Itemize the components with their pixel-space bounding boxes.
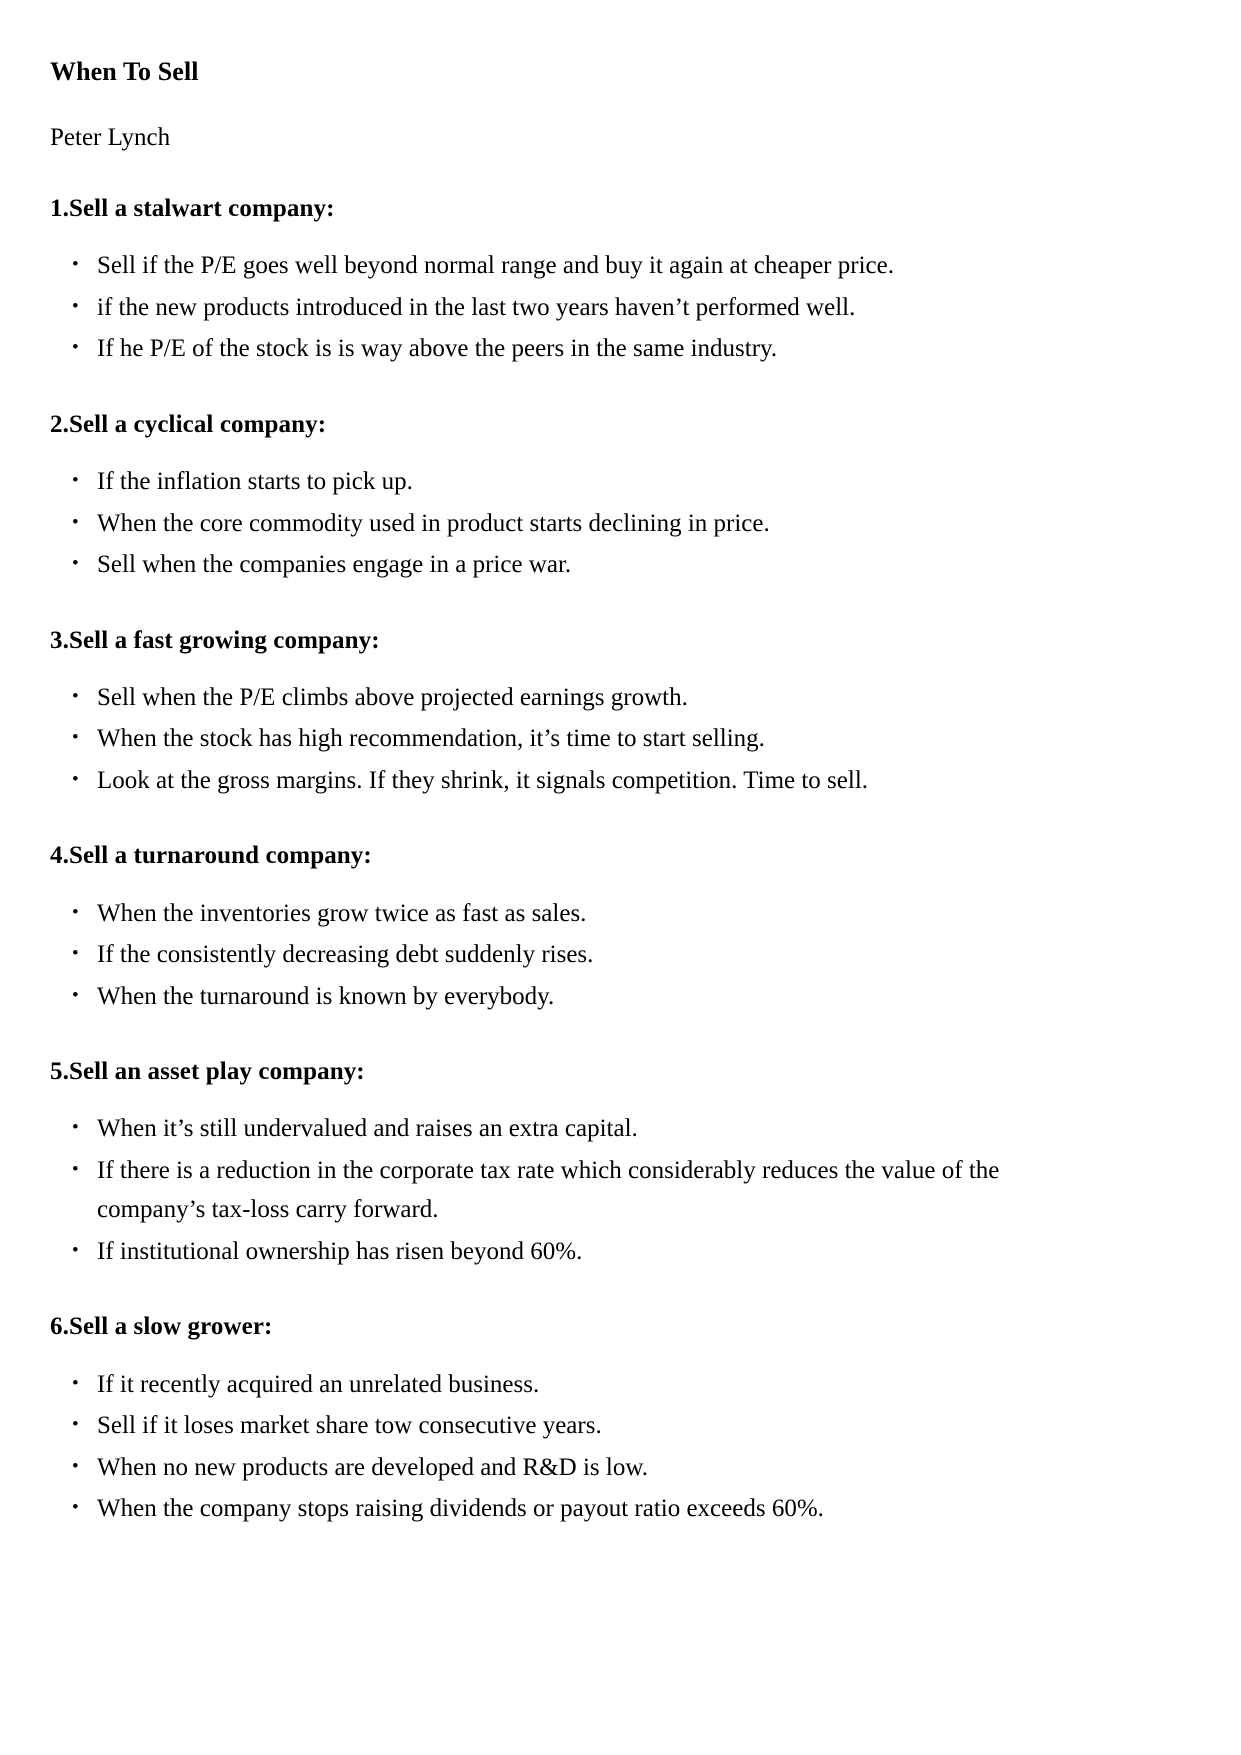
section-heading: 6.Sell a slow grower: xyxy=(50,1313,273,1341)
bullet-point-icon: • xyxy=(72,511,79,533)
author-name: Peter Lynch xyxy=(50,124,171,152)
bullet-list xyxy=(50,246,1056,369)
list-item xyxy=(50,1365,1056,1405)
list-item xyxy=(50,246,1056,286)
section xyxy=(50,409,1056,585)
bullet-point-icon: • xyxy=(72,1158,79,1180)
section xyxy=(50,1311,1056,1528)
list-item-text: When the core commodity used in product starts declining in price. xyxy=(97,509,770,537)
bullet-list xyxy=(50,894,1056,1017)
section-heading: 1.Sell a stalwart company: xyxy=(50,195,335,223)
section xyxy=(50,1056,1056,1271)
list-item-text: If the inflation starts to pick up. xyxy=(97,468,413,496)
section-heading: 5.Sell an asset play company: xyxy=(50,1058,365,1086)
list-item-text: If he P/E of the stock is is way above the peers in the same industry. xyxy=(97,335,778,363)
bullet-list xyxy=(50,462,1056,585)
list-item xyxy=(50,545,1056,585)
list-item xyxy=(50,504,1056,544)
list-item-text: Sell if the P/E goes well beyond normal range and buy it again at cheaper price. xyxy=(97,252,894,280)
section xyxy=(50,625,1056,801)
list-item-text: If there is a reduction in the corporate tax rate which considerably reduces the value of the company’s tax-loss carry forward. xyxy=(97,1156,1000,1224)
section xyxy=(50,840,1056,1016)
list-item-text: When the company stops raising dividends or payout ratio exceeds 60%. xyxy=(97,1495,824,1523)
list-item xyxy=(50,977,1056,1017)
bullet-list xyxy=(50,1109,1056,1271)
list-item-text: When it’s still undervalued and raises an extra capital. xyxy=(97,1115,638,1143)
list-item-text: Sell if it loses market share tow consecutive years. xyxy=(97,1412,602,1440)
bullet-point-icon: • xyxy=(72,553,79,575)
section-heading: 3.Sell a fast growing company: xyxy=(50,626,380,654)
section-heading: 2.Sell a cyclical company: xyxy=(50,410,327,438)
list-item xyxy=(50,288,1056,328)
list-item xyxy=(50,1489,1056,1529)
list-item xyxy=(50,1109,1056,1149)
list-item xyxy=(50,719,1056,759)
bullet-list xyxy=(50,678,1056,801)
list-item-text: When the inventories grow twice as fast as sales. xyxy=(97,899,587,927)
list-item-text: When no new products are developed and R&D is low. xyxy=(97,1453,649,1481)
list-item xyxy=(50,935,1056,975)
section-heading: 4.Sell a turnaround company: xyxy=(50,842,372,870)
bullet-point-icon: • xyxy=(72,1117,79,1139)
list-item-text: When the stock has high recommendation, it’s time to start selling. xyxy=(97,725,765,753)
bullet-point-icon: • xyxy=(72,727,79,749)
list-item xyxy=(50,1406,1056,1446)
list-item xyxy=(50,761,1056,801)
list-item xyxy=(50,462,1056,502)
bullet-point-icon: • xyxy=(72,685,79,707)
bullet-point-icon: • xyxy=(72,943,79,965)
bullet-point-icon: • xyxy=(72,470,79,492)
list-item xyxy=(50,329,1056,369)
list-item-text: if the new products introduced in the last two years haven’t performed well. xyxy=(97,293,856,321)
bullet-point-icon: • xyxy=(72,984,79,1006)
list-item-text: When the turnaround is known by everybody. xyxy=(97,982,555,1010)
page-title: When To Sell xyxy=(50,57,199,86)
list-item xyxy=(50,1232,1056,1272)
list-item-text: Sell when the P/E climbs above projected earnings growth. xyxy=(97,683,688,711)
list-item-text: If the consistently decreasing debt suddenly rises. xyxy=(97,941,594,969)
bullet-point-icon: • xyxy=(72,1497,79,1519)
bullet-point-icon: • xyxy=(72,1455,79,1477)
list-item xyxy=(50,1448,1056,1488)
bullet-point-icon: • xyxy=(72,254,79,276)
bullet-point-icon: • xyxy=(72,1239,79,1261)
sections-container xyxy=(50,193,1056,1529)
bullet-point-icon: • xyxy=(72,768,79,790)
list-item-text: If it recently acquired an unrelated business. xyxy=(97,1370,540,1398)
list-item-text: Sell when the companies engage in a price war. xyxy=(97,551,572,579)
list-item xyxy=(50,678,1056,718)
list-item xyxy=(50,894,1056,934)
bullet-point-icon: • xyxy=(72,295,79,317)
bullet-point-icon: • xyxy=(72,901,79,923)
list-item-text: Look at the gross margins. If they shrink, it signals competition. Time to sell. xyxy=(97,766,869,794)
bullet-point-icon: • xyxy=(72,1372,79,1394)
list-item xyxy=(50,1151,1056,1230)
section xyxy=(50,193,1056,369)
list-item-text: If institutional ownership has risen beyond 60%. xyxy=(97,1237,583,1265)
bullet-list xyxy=(50,1365,1056,1529)
bullet-point-icon: • xyxy=(72,337,79,359)
bullet-point-icon: • xyxy=(72,1414,79,1436)
